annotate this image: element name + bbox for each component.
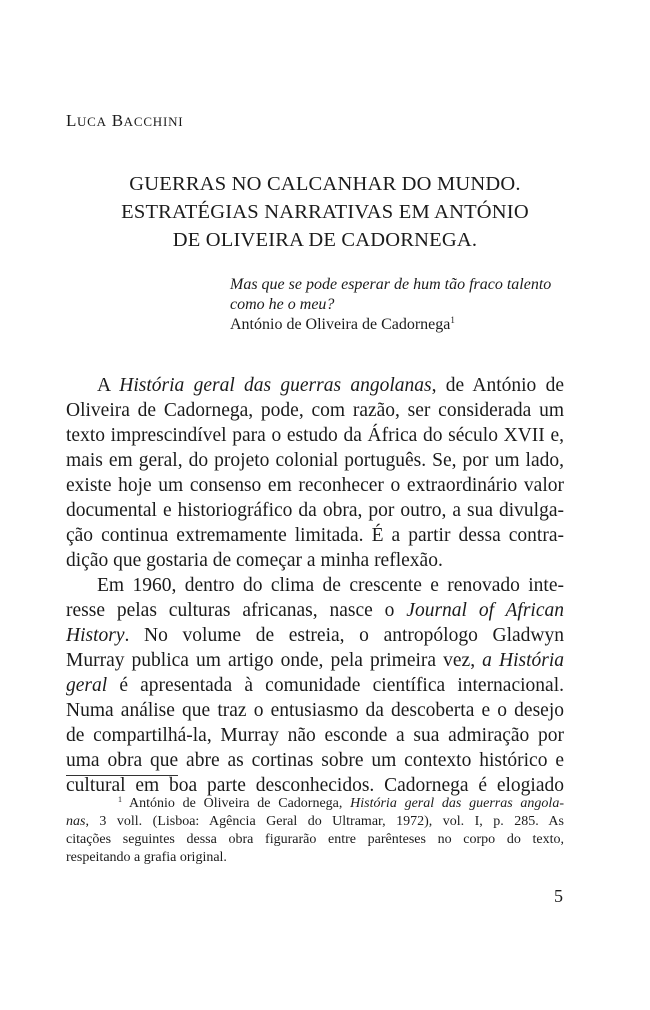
footnote-number: 1 <box>118 795 122 804</box>
body-line: Em 1960, dentro do clima de crescente e renovado inte- <box>97 575 564 596</box>
body-line: A História geral das guerras angolanas, de António de <box>97 375 564 396</box>
epigraph-quote-line: Mas que se pode esperar de hum tão fraco talento <box>230 276 552 293</box>
body-line: Oliveira de Cadornega, pode, com razão, ser considerada um <box>66 400 564 421</box>
body-text <box>66 373 564 798</box>
title-line: DE OLIVEIRA DE CADORNEGA. <box>172 229 478 251</box>
page-number: 5 <box>554 886 563 906</box>
title-line: GUERRAS NO CALCANHAR DO MUNDO. <box>129 173 521 195</box>
footnote-separator <box>66 775 178 776</box>
footnote <box>66 795 564 867</box>
body-line: ção continua extremamente limitada. É a partir dessa contra- <box>66 525 564 546</box>
body-line: Murray publica um artigo onde, pela primeira vez, a História <box>66 650 564 671</box>
epigraph-quote-line: como he o meu? <box>230 296 335 313</box>
epigraph-attribution: António de Oliveira de Cadornega$^1$ <box>230 315 455 333</box>
body-line: documental e historiográfico da obra, por outro, a sua divulga- <box>66 500 564 521</box>
epigraph <box>230 275 590 335</box>
footnote-line: respeitando a grafia original. <box>66 850 227 865</box>
title-line: ESTRATÉGIAS NARRATIVAS EM ANTÓNIO <box>121 201 529 223</box>
body-line: Numa análise que traz o entusiasmo da descoberta e o desejo <box>66 700 564 721</box>
footnote-line: nas, 3 voll. (Lisboa: Agência Geral do Ultramar, 1972), vol. I, p. 285. As <box>66 814 564 829</box>
body-line: uma obra que abre as cortinas sobre um contexto histórico e <box>66 750 564 771</box>
footnote-line: citações seguintes dessa obra figurarão entre parênteses no corpo do texto, <box>66 832 564 847</box>
footnote-reference: 1 <box>450 315 455 325</box>
body-line: resse pelas culturas africanas, nasce o Journal of African <box>66 600 565 621</box>
body-line: mais em geral, do projeto colonial português. Se, por um lado, <box>66 450 564 471</box>
body-line: de compartilhá-la, Murray não esconde a sua admiração por <box>66 725 564 746</box>
body-line: dição que gostaria de começar a minha reflexão. <box>66 550 443 571</box>
article-title <box>66 170 584 254</box>
body-line: geral é apresentada à comunidade científica internacional. <box>66 675 564 696</box>
body-line: existe hoje um consenso em reconhecer o extraordinário valor <box>66 475 564 496</box>
body-line: History. No volume de estreia, o antropólogo Gladwyn <box>66 625 564 646</box>
footnote-line: $^1$ António de Oliveira de Cadornega, História geral das guerras angola- <box>118 795 564 811</box>
body-line: cultural em boa parte desconhecidos. Cadornega é elogiado <box>66 775 564 796</box>
body-line: texto imprescindível para o estudo da África do século XVII e, <box>66 425 564 446</box>
author-name: LUCA BACCHINI <box>66 111 184 130</box>
